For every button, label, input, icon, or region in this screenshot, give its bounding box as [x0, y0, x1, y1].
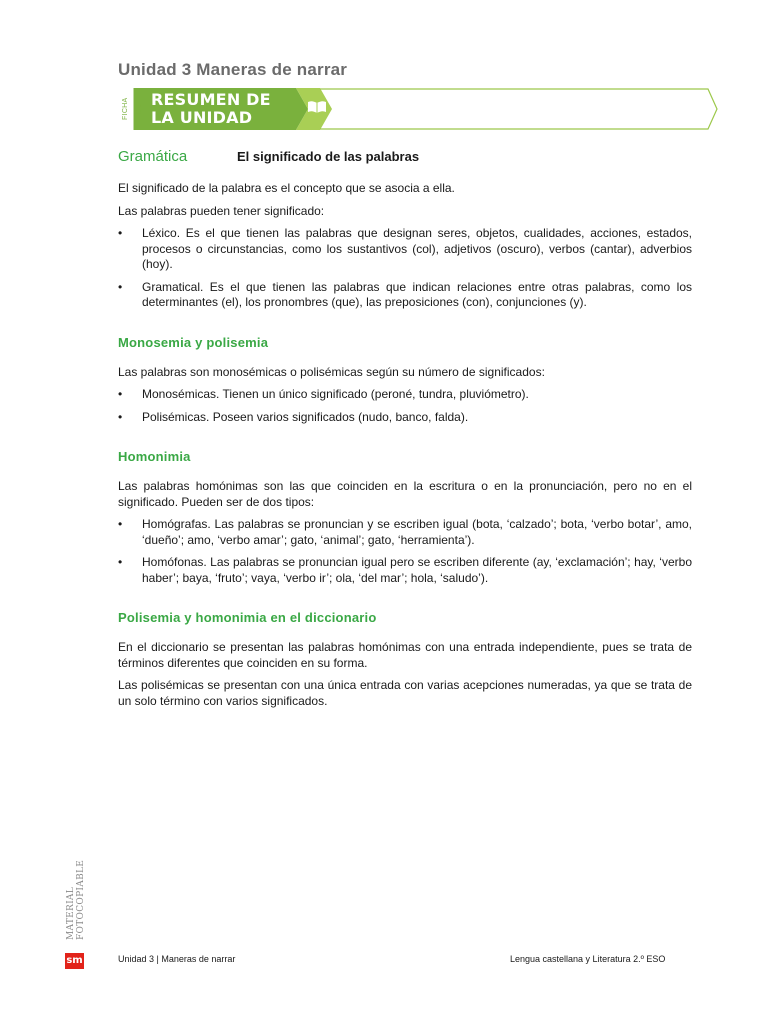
list-item: • Homófonas. Las palabras se pronuncian igual pero se escriben diferente (ay, ‘exclamación’; hay, ‘verbo haber’; baya, ‘fruto’; vaya, ‘verbo ir’; ola, ‘del mar’; hola, ‘saludo’).	[118, 555, 692, 586]
list-item: • Monosémicas. Tienen un único significado (peroné, tundra, pluviómetro).	[118, 387, 692, 403]
diccionario-paragraph-1: En el diccionario se presentan las palabras homónimas con una entrada independiente, pues se trata de términos diferentes que coinciden en su forma.	[118, 640, 692, 670]
banner-title-line2: LA UNIDAD	[151, 108, 253, 127]
gramatica-paragraph-1: El significado de la palabra es el concepto que se asocia a ella.	[118, 181, 455, 195]
unit-title: Unidad 3 Maneras de narrar	[118, 60, 348, 79]
diccionario-heading: Polisemia y homonimia en el diccionario	[118, 610, 377, 625]
list-item: • Léxico. Es el que tienen las palabras que designan seres, objetos, cualidades, acciones, estados, procesos o circunstancias, como los sustantivos (col), adjetivos (oscuro), verbos (cantar), adverbios (hoy).	[118, 226, 692, 273]
gramatica-subtitle: El significado de las palabras	[237, 149, 420, 164]
homonimia-list	[118, 517, 692, 586]
monosemia-list	[118, 387, 692, 425]
banner-title-line1: RESUMEN DE	[151, 90, 271, 109]
photocopiable-label: MATERIAL FOTOCOPIABLE	[66, 859, 86, 940]
footer-unit: Unidad 3 | Maneras de narrar	[118, 954, 236, 964]
gramatica-header	[118, 148, 692, 172]
diccionario-paragraph-2: Las polisémicas se presentan con una única entrada con varias acepciones numeradas, ya que se trata de un solo término con varios significados.	[118, 678, 692, 708]
main-content	[118, 148, 692, 709]
homonimia-heading: Homonimia	[118, 449, 191, 464]
monosemia-heading: Monosemia y polisemia	[118, 334, 269, 350]
gramatica-paragraph-2: Las palabras pueden tener significado:	[118, 203, 325, 218]
gramatica-list	[118, 226, 692, 311]
gramatica-heading: Gramática	[118, 148, 188, 165]
banner-title	[151, 91, 301, 127]
sm-logo: sm	[65, 953, 84, 969]
list-item: • Polisémicas. Poseen varios significados (nudo, banco, falda).	[118, 410, 692, 426]
monosemia-paragraph: Las palabras son monosémicas o polisémicas según su número de significados:	[118, 364, 545, 379]
homonimia-paragraph: Las palabras homónimas son las que coinciden en la escritura o en la pronunciación, pero no en el significado. Pueden ser de dos tipos:	[118, 479, 692, 509]
footer-subject: Lengua castellana y Literatura 2.º ESO	[510, 954, 666, 964]
ficha-label: FICHA DE	[122, 97, 143, 121]
list-item: • Homógrafas. Las palabras se pronuncian y se escriben igual (bota, ‘calzado’; bota, ‘verbo botar’, amo, ‘dueño’; amo, ‘verbo amar’; gato, ‘animal’; gato, ‘herramienta’).	[118, 517, 692, 548]
open-book-icon	[307, 100, 327, 119]
list-item: • Gramatical. Es el que tienen las palabras que indican relaciones entre otras palabras, como los determinantes (el), los pronombres (que), las preposiciones (con), conjunciones (y).	[118, 280, 692, 311]
